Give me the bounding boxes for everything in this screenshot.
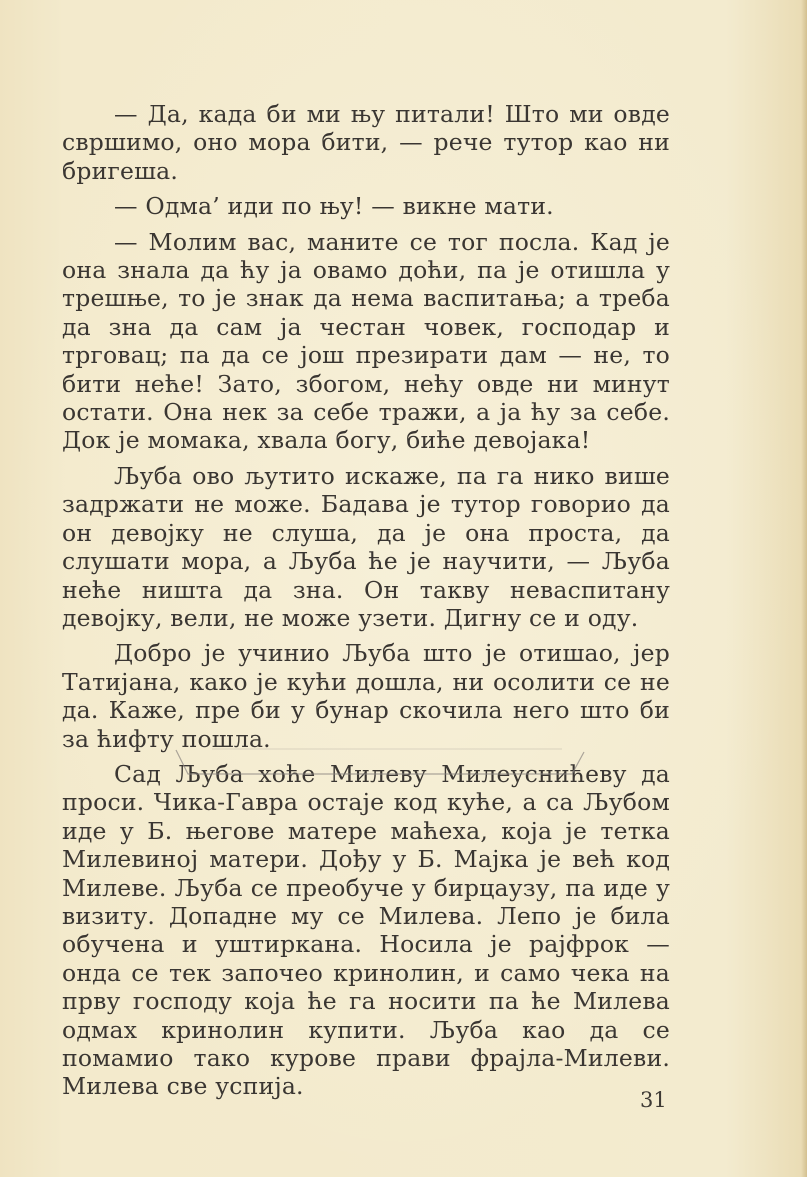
paragraph: Добро је учинио Љуба што је отишао, јер Татијана, како је кући дошла, ни осолити се не да. Каже, пре би у бунар скочила него што би за ћифту пошла. xyxy=(62,639,670,753)
paragraph: — Одма’ иди по њу! — викне мати. xyxy=(114,192,554,221)
paragraph: — Молим вас, маните се тог посла. Кад је она знала да ћу ја овамо доћи, па је отишла у трешње, то је знак да нема васпитања; а треба да зна да сам ја честан човек, господар и трговац; па да се још презирати дам — не, то бити неће! Зато, збогом, нећу овде ни минут остати. Она нек за себе тражи, а ја ћу за себе. Док је момака, хвала богу, биће девојака! xyxy=(62,227,670,455)
page-number: 31 xyxy=(640,1088,667,1112)
paragraph: Сад Љуба хоће Милеву Милеуснићеву да проси. Чика-Гавра остаје код куће, а са Љубом иде у Б. његове матере маћеха, која је тетка Милевиној матери. Дођу у Б. Мајка је већ код Милеве. Љуба се преобуче у бирцаузу, па иде у визиту. Допадне му се Милева. Лепо је била обучена и уштиркана. Носила је рајфрок — онда се тек започео кринолин, и само чека на прву господу која ће га носити па ће Милева одмах кринолин купити. Љуба као да се помамио тако курове прави фрајла-Милеви. Милева све успија. xyxy=(62,759,670,1101)
body-text xyxy=(62,100,670,1101)
paragraph: — Да, када би ми њу питали! Што ми овде свршимо, оно мора бити, — рече тутор као ни бригеша. xyxy=(62,100,670,185)
page-edge-shadow xyxy=(801,0,807,1177)
paragraph: Љуба ово љутито искаже, па га нико више задржати не може. Бадава је тутор говорио да он девојку не слуша, да је она проста, да слушати мора, а Љуба ће је научити, — Љуба неће ништа да зна. Он такву неваспитану девојку, вели, не може узети. Дигну се и оду. xyxy=(62,461,670,632)
